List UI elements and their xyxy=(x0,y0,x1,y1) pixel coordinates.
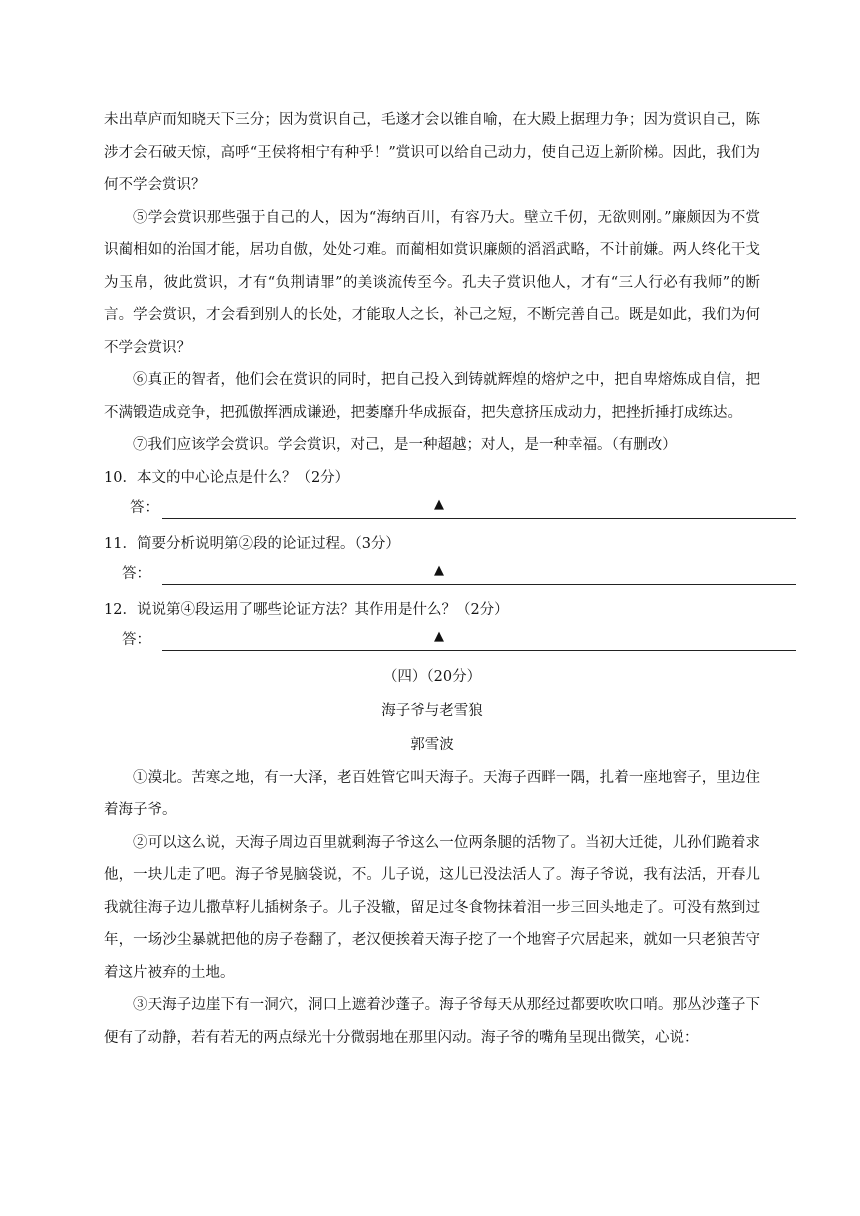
answer-label: 答： xyxy=(122,565,151,582)
story-paragraph-2: ②可以这么说，天海子周边百里就剩海子爷这么一位两条腿的活物了。当初大迁徙，儿孙们跪着求他，一块儿走了吧。海子爷晃脑袋说，不。儿子说，这儿已没法活人了。海子爷说，我有法活，开春儿我就往海子边儿撒草籽儿插树条子。儿子没辙，留足过冬食物抹着泪一步三回头地走了。可没有熬到过年，一场沙尘暴就把他的房子卷翻了，老汉便挨着天海子挖了一个地窖子穴居起来，就如一只老狼苦守着这片被弃的土地。 xyxy=(104,834,760,981)
exam-page xyxy=(104,104,760,1054)
answer-line-12[interactable] xyxy=(104,626,760,660)
answer-underline xyxy=(162,650,796,651)
answer-line-10[interactable] xyxy=(104,494,760,528)
story-author: 郭雪波 xyxy=(410,736,454,753)
essay-paragraph-6: ⑥真正的智者，他们会在赏识的同时，把自己投入到铸就辉煌的熔炉之中，把自卑熔炼成自信，把不满锻造成竞争，把孤傲挥洒成谦逊，把萎靡升华成振奋，把失意挤压成动力，把挫折捶打成练达。 xyxy=(104,372,760,421)
answer-underline xyxy=(162,518,796,519)
story-paragraph-3: ③天海子边崖下有一洞穴，洞口上遮着沙蓬子。海子爷每天从那经过都要吹吹口哨。那丛沙蓬子下便有了动静，若有若无的两点绿光十分微弱地在那里闪动。海子爷的嘴角呈现出微笑，心说： xyxy=(104,997,760,1046)
question-12: 12．说说第④段运用了哪些论证方法？其作用是什么？（2分） xyxy=(104,601,509,618)
answer-line-11[interactable] xyxy=(104,560,760,594)
essay-paragraph-7: ⑦我们应该学会赏识。学会赏识，对己，是一种超越；对人，是一种幸福。（有删改） xyxy=(133,437,677,453)
section-header: （四）（20分） xyxy=(382,668,482,685)
answer-label: 答： xyxy=(130,499,159,516)
triangle-marker-icon: ▲ xyxy=(434,628,444,644)
story-title: 海子爷与老雪狼 xyxy=(381,702,483,719)
question-11: 11．简要分析说明第②段的论证过程。（3分） xyxy=(104,535,400,552)
answer-underline xyxy=(162,584,796,585)
essay-paragraph-5: ⑤学会赏识那些强于自己的人，因为“海纳百川，有容乃大。壁立千仞，无欲则刚。”廉颇因为不赏识蔺相如的治国才能，居功自傲，处处刁难。而蔺相如赏识廉颇的滔滔武略，不计前嫌。两人终化干戈为玉帛，彼此赏识，才有“负荆请罪”的美谈流传至今。孔夫子赏识他人，才有“三人行必有我师”的断言。学会赏识，才会看到别人的长处，才能取人之长，补己之短，不断完善自己。既是如此，我们为何不学会赏识？ xyxy=(104,209,760,356)
triangle-marker-icon: ▲ xyxy=(434,562,444,578)
essay-paragraph-intro: 未出草庐而知晓天下三分；因为赏识自己，毛遂才会以锥自喻，在大殿上据理力争；因为赏识自己，陈涉才会石破天惊，高呼“王侯将相宁有种乎！”赏识可以给自己动力，使自己迈上新阶梯。因此，我们为何不学会赏识？ xyxy=(104,112,760,193)
answer-label: 答： xyxy=(122,631,151,648)
story-paragraph-1: ①漠北。苦寒之地，有一大泽，老百姓管它叫天海子。天海子西畔一隅，扎着一座地窖子，里边住着海子爷。 xyxy=(104,769,760,818)
question-10: 10．本文的中心论点是什么？（2分） xyxy=(104,469,350,486)
triangle-marker-icon: ▲ xyxy=(434,496,444,512)
